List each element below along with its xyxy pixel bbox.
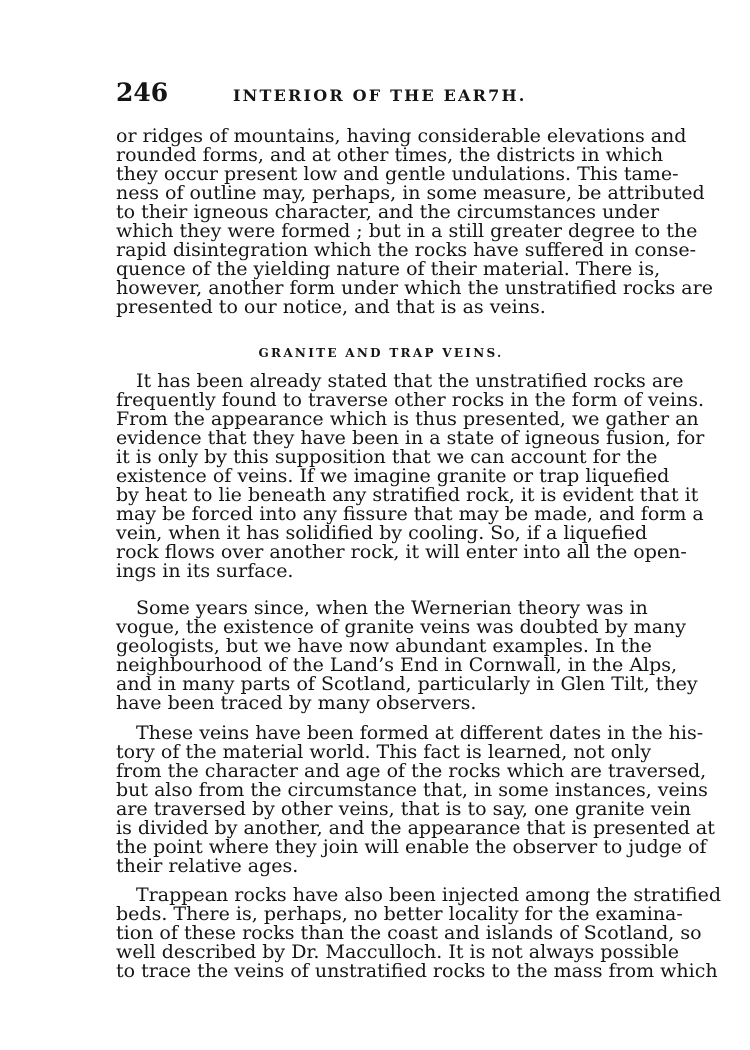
- text-line: tory of the material world. This fact is learned, not only: [116, 741, 652, 763]
- text-line: which they were formed ; but in a still greater degree to the: [116, 220, 698, 242]
- paragraph-vein-dates: [116, 722, 715, 877]
- text-line: well described by Dr. Macculloch. It is not always possible: [116, 941, 679, 963]
- running-head-title: INTERIOR OF THE EAR7H.: [233, 86, 527, 105]
- text-line: These veins have been formed at different dates in the his-: [136, 722, 704, 744]
- text-line: beds. There is, perhaps, no better locality for the examina-: [116, 903, 683, 925]
- text-line: frequently found to traverse other rocks in the form of veins.: [116, 389, 704, 411]
- section-heading: GRANITE AND TRAP VEINS.: [258, 346, 504, 360]
- paragraph-wernerian-theory: [116, 597, 698, 714]
- text-line: quence of the yielding nature of their material. There is,: [116, 258, 661, 280]
- text-line: their relative ages.: [116, 855, 299, 877]
- text-line: Some years since, when the Wernerian theory was in: [136, 597, 648, 619]
- text-line: to trace the veins of unstratified rocks to the mass from which: [116, 960, 718, 982]
- text-line: have been traced by many observers.: [116, 692, 477, 714]
- text-line: is divided by another, and the appearance that is presented at: [116, 817, 715, 839]
- text-line: are traversed by other veins, that is to say, one granite vein: [116, 798, 692, 820]
- text-line: rapid disintegration which the rocks have suffered in conse-: [116, 239, 697, 261]
- text-line: tion of these rocks than the coast and islands of Scotland, so: [116, 922, 702, 944]
- text-line: existence of veins. If we imagine granite or trap liquefied: [116, 465, 670, 487]
- text-line: ness of outline may, perhaps, in some measure, be attributed: [116, 182, 705, 204]
- text-line: and in many parts of Scotland, particularly in Glen Tilt, they: [116, 673, 698, 695]
- text-line: vogue, the existence of granite veins was doubted by many: [116, 616, 686, 638]
- text-line: may be forced into any fissure that may be made, and form a: [116, 503, 704, 525]
- paragraph-continuation: [116, 125, 713, 318]
- text-line: ings in its surface.: [116, 560, 294, 582]
- text-line: rock flows over another rock, it will enter into all the open-: [116, 541, 687, 563]
- text-line: From the appearance which is thus presented, we gather an: [116, 408, 699, 430]
- text-line: however, another form under which the unstratified rocks are: [116, 277, 713, 299]
- text-line: rounded forms, and at other times, the districts in which: [116, 144, 664, 166]
- text-line: neighbourhood of the Land’s End in Cornwall, in the Alps,: [116, 654, 678, 676]
- paragraph-trappean-rocks: [116, 884, 722, 982]
- text-line: but also from the circumstance that, in some instances, veins: [116, 779, 708, 801]
- running-head: [116, 78, 646, 112]
- text-line: from the character and age of the rocks which are traversed,: [116, 760, 707, 782]
- text-line: to their igneous character, and the circumstances under: [116, 201, 660, 223]
- paragraph-granite-veins: [116, 370, 705, 582]
- text-line: by heat to lie beneath any stratified rock, it is evident that it: [116, 484, 699, 506]
- text-line: or ridges of mountains, having considerable elevations and: [116, 125, 687, 147]
- text-line: it is only by this supposition that we can account for the: [116, 446, 658, 468]
- text-line: evidence that they have been in a state of igneous fusion, for: [116, 427, 705, 449]
- text-line: they occur present low and gentle undulations. This tame-: [116, 163, 679, 185]
- text-line: Trappean rocks have also been injected among the stratified: [136, 884, 722, 906]
- text-line: vein, when it has solidified by cooling. So, if a liquefied: [116, 522, 648, 544]
- text-line: geologists, but we have now abundant examples. In the: [116, 635, 652, 657]
- page-number: 246: [116, 78, 169, 107]
- text-line: the point where they join will enable the observer to judge of: [116, 836, 707, 858]
- text-line: presented to our notice, and that is as veins.: [116, 296, 546, 318]
- text-line: It has been already stated that the unstratified rocks are: [136, 370, 684, 392]
